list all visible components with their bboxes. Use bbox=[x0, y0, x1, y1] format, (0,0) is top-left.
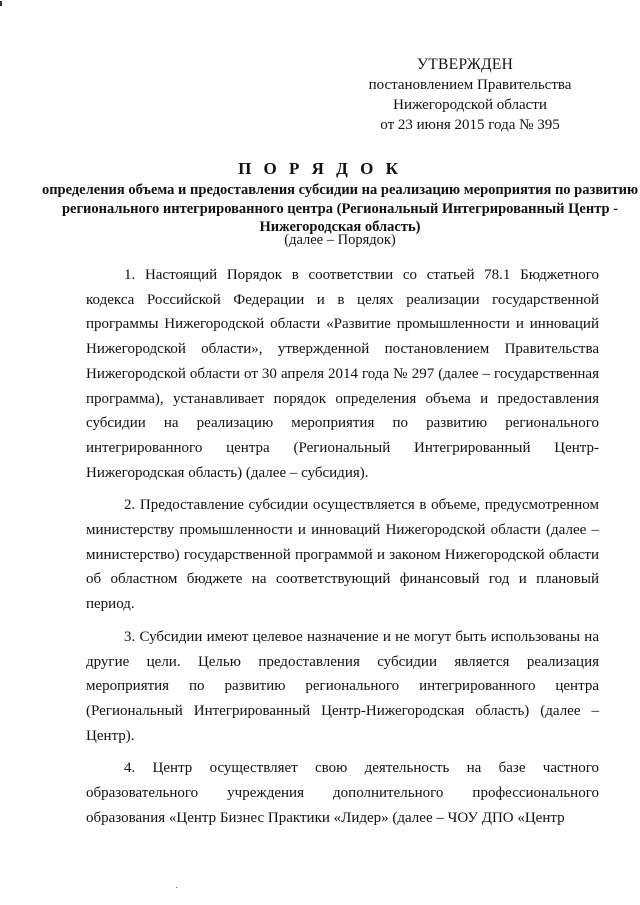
approval-block bbox=[340, 55, 600, 135]
approval-line-2: Нижегородской области bbox=[393, 97, 547, 113]
approval-title: УТВЕРЖДЕН bbox=[417, 56, 514, 73]
document-title: П О Р Я Д О К bbox=[238, 159, 402, 178]
document-body bbox=[86, 263, 599, 838]
paragraph-2: 2. Предоставление субсидии осуществляется в объеме, предусмотренном министерству промышленности и инноваций Нижегородской области (далее – министерство) государственной программой и законом Нижегородской области об областном бюджете на соответствующий финансовый год и плановый период. bbox=[86, 497, 599, 613]
approval-line-1: постановлением Правительства bbox=[368, 77, 572, 93]
document-subtitle-note: (далее – Порядок) bbox=[284, 232, 396, 248]
approval-line-3: от 23 июня 2015 года № 395 bbox=[380, 117, 560, 133]
scan-mark bbox=[0, 1, 2, 6]
paragraph-3: 3. Субсидии имеют целевое назначение и не могут быть использованы на другие цели. Целью предоставления субсидии является реализация мероприятия по развитию регионального интегрированного центра (Региональный Интегрированный Центр-Нижегородская область) (далее – Центр). bbox=[86, 628, 599, 744]
paragraph-4: 4. Центр осуществляет свою деятельность на базе частного образовательного учреждения дополнительного профессионального образования «Центр Бизнес Практики «Лидер» (далее – ЧОУ ДПО «Центр bbox=[86, 760, 599, 826]
paragraph-1: 1. Настоящий Порядок в соответствии со статьей 78.1 Бюджетного кодекса Российской Федерации и в целях реализации государственной программы Нижегородской области «Развитие промышленности и инноваций Нижегородской области», утвержденной постановлением Правительства Нижегородской области от 30 апреля 2014 года № 297 (далее – государственная программа), устанавливает порядок определения объема и предоставления субсидии на реализацию мероприятия по развитию регионального интегрированного центра (Региональный Интегрированный Центр-Нижегородская область) (далее – субсидия). bbox=[86, 267, 599, 481]
scan-speck bbox=[176, 887, 177, 888]
document-subtitle: определения объема и предоставления субсидии на реализацию мероприятия по развитию регионального интегрированного центра (Региональный Интегрированный Центр - Нижегородская область) bbox=[41, 182, 639, 235]
